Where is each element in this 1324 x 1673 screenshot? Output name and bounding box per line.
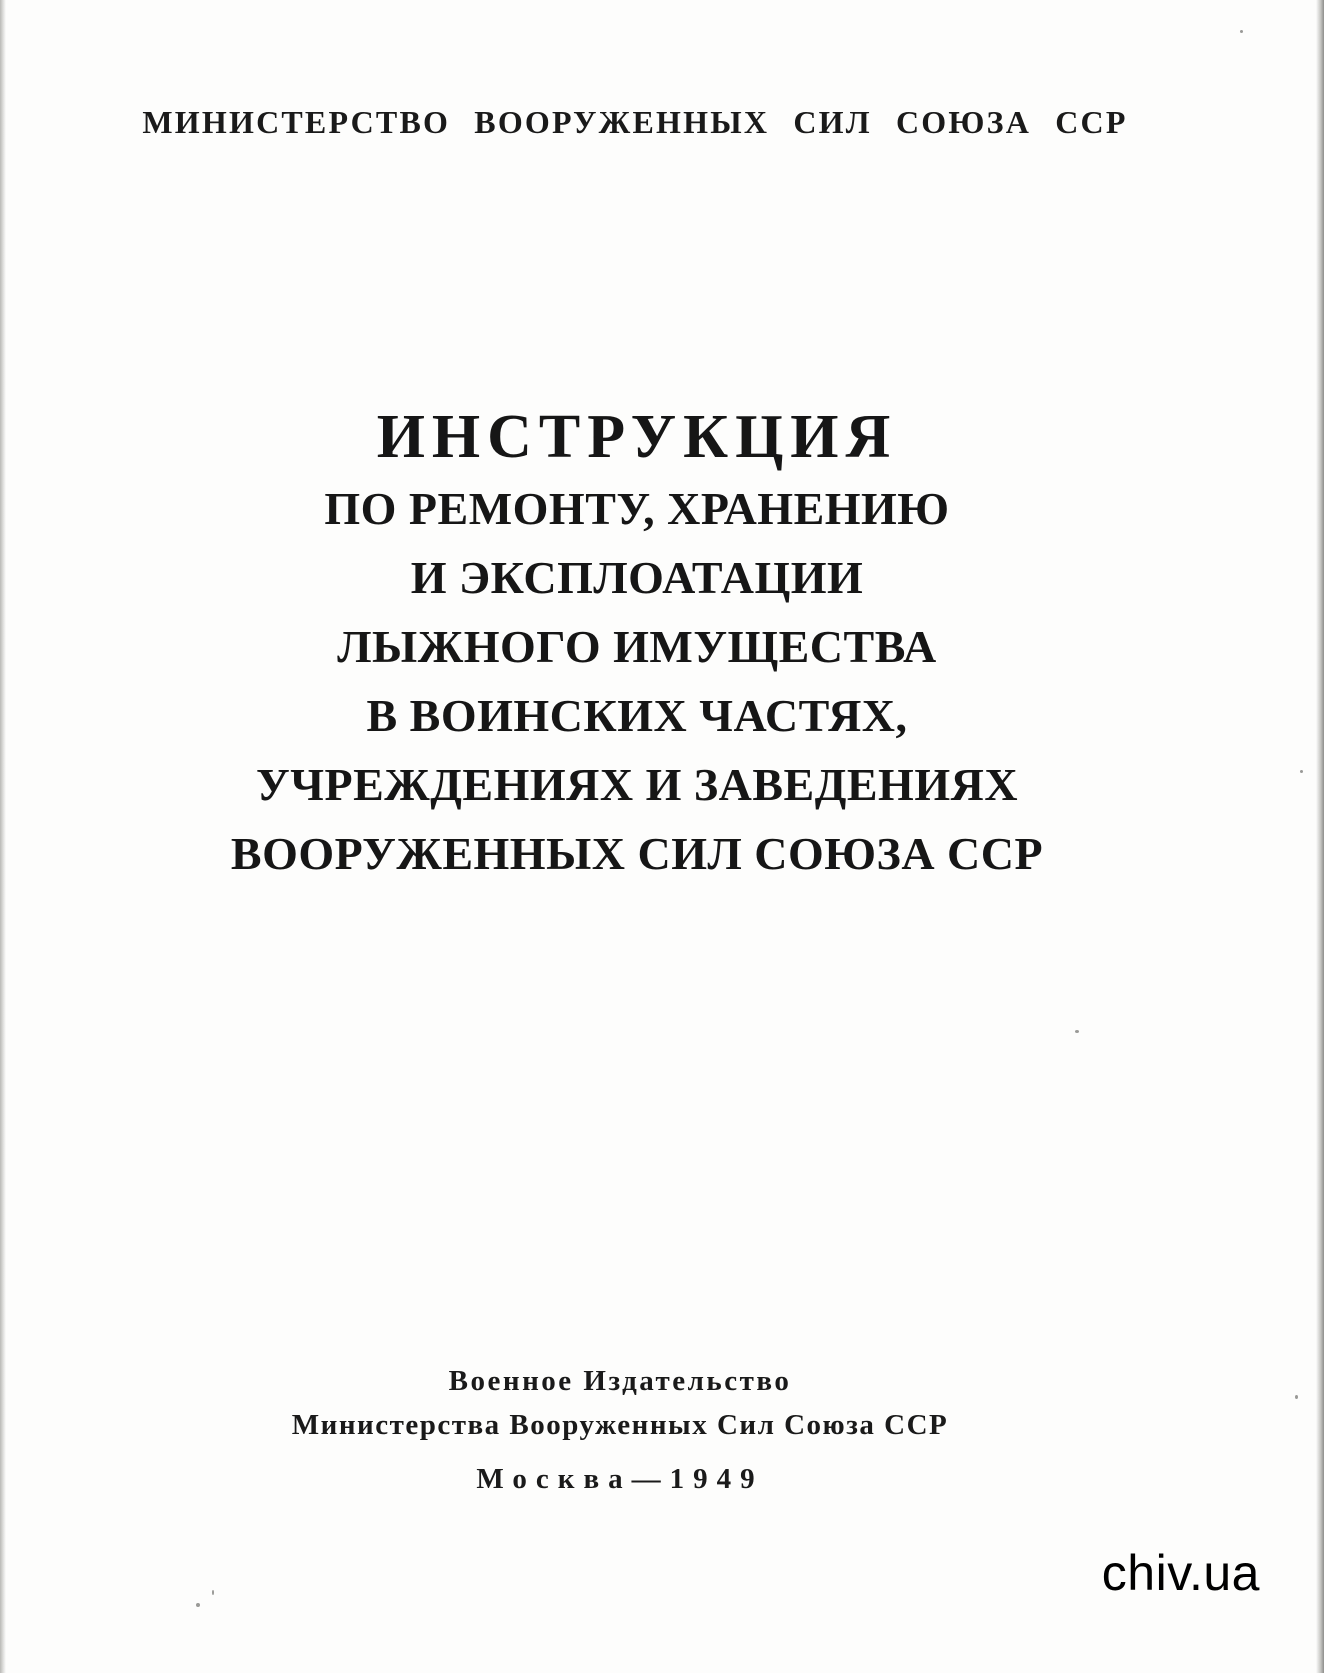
subtitle-line: И ЭКСПЛОАТАЦИИ (410, 552, 864, 603)
paper-speck (1240, 30, 1243, 33)
document-title: ИНСТРУКЦИЯ (376, 403, 898, 471)
place-and-year: Москва—1949 (476, 1463, 764, 1495)
publisher-name: Военное Издательство (448, 1365, 792, 1397)
watermark: chiv.ua (1101, 1545, 1260, 1601)
paper-speck (1300, 770, 1303, 773)
publisher-imprint (0, 1360, 1240, 1510)
page-right-edge (1316, 0, 1324, 1673)
title-block (0, 400, 1274, 888)
subtitle-line: ВООРУЖЕННЫХ СИЛ СОЮЗА ССР (230, 828, 1044, 879)
paper-speck (1075, 1030, 1079, 1033)
subtitle-line: ПО РЕМОНТУ, ХРАНЕНИЮ (324, 483, 950, 534)
paper-speck (212, 1590, 214, 1595)
subtitle-line: ЛЫЖНОГО ИМУЩЕСТВА (337, 621, 937, 672)
paper-speck (196, 1603, 200, 1607)
publisher-organization: Министерства Вооруженных Сил Союза ССР (291, 1409, 949, 1441)
ministry-header: МИНИСТЕРСТВО ВООРУЖЕННЫХ СИЛ СОЮЗА ССР (142, 104, 1128, 140)
subtitle-line: УЧРЕЖДЕНИЯХ И ЗАВЕДЕНИЯХ (255, 759, 1019, 810)
subtitle-line: В ВОИНСКИХ ЧАСТЯХ, (366, 690, 908, 741)
paper-speck (1295, 1395, 1298, 1399)
